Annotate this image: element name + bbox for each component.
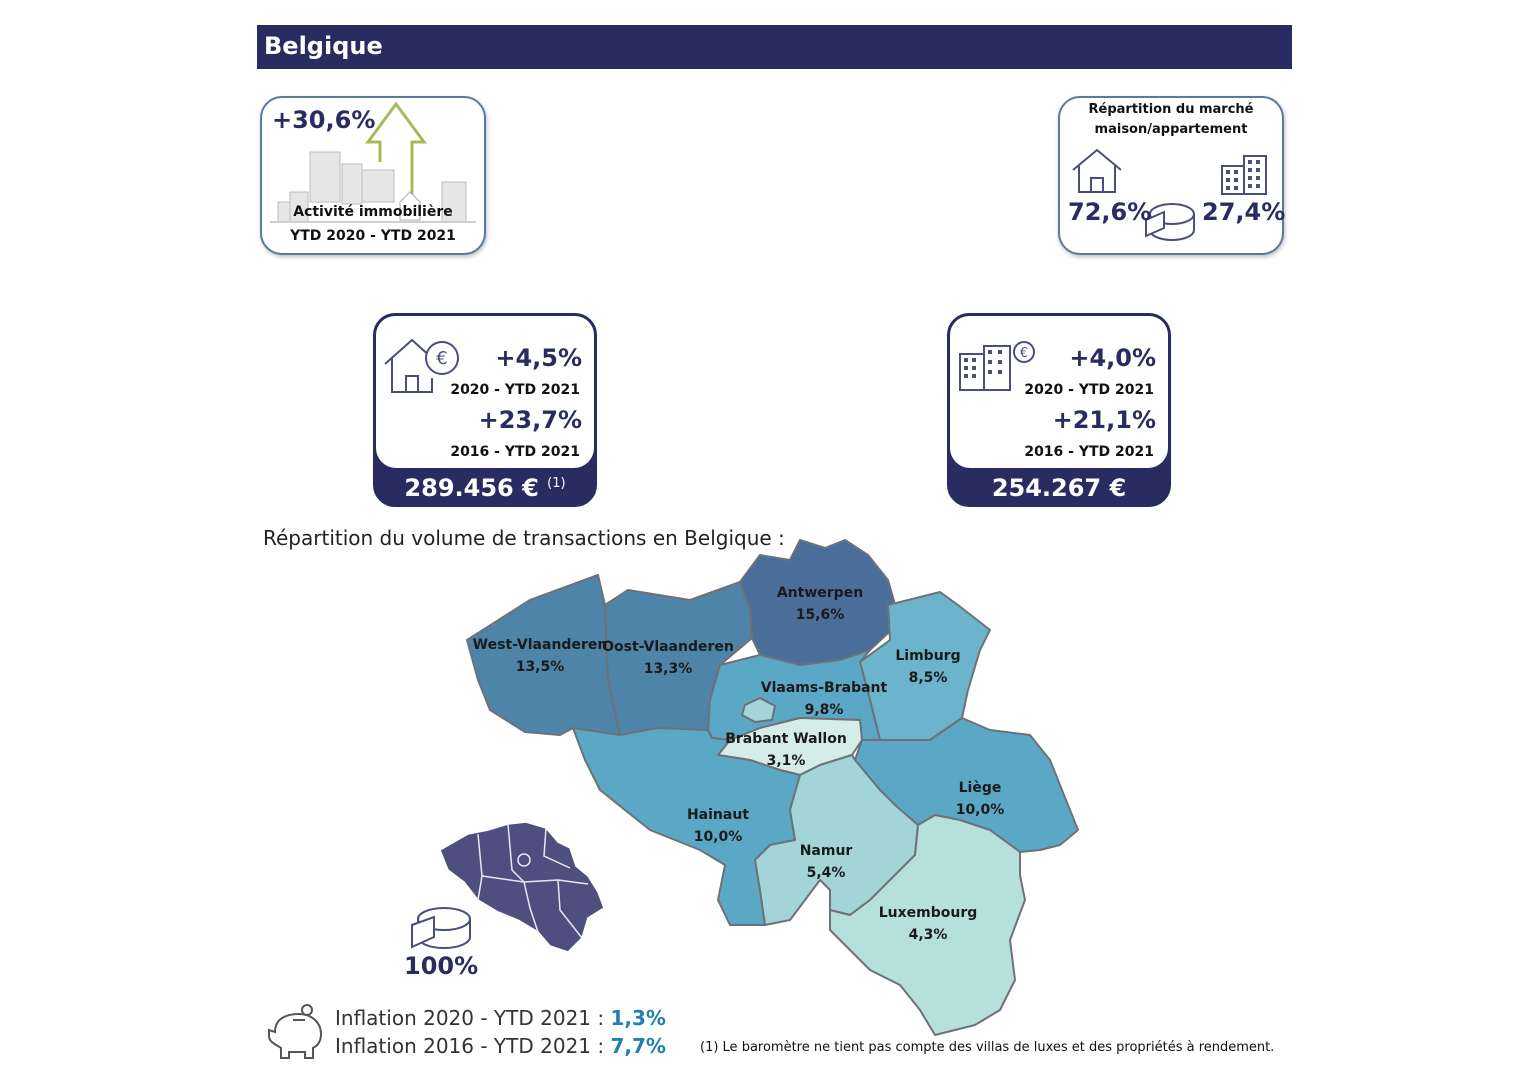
- inflation-line-2: [335, 1034, 666, 1058]
- house-price: [376, 474, 594, 502]
- activity-period: YTD 2020 - YTD 2021: [290, 228, 456, 244]
- activity-label: Activité immobilière: [293, 204, 453, 220]
- inflation-value-1: 1,3%: [610, 1006, 666, 1030]
- inflation-value-2: 7,7%: [610, 1034, 666, 1058]
- apartment-period-1: 2020 - YTD 2021: [1024, 382, 1154, 398]
- region-share: 3,1%: [766, 753, 806, 769]
- house-period-2: 2016 - YTD 2021: [450, 444, 580, 460]
- region-name: Limburg: [895, 648, 961, 664]
- inflation-label-1: Inflation 2020 - YTD 2021 :: [335, 1006, 605, 1030]
- inflation-line-1: [335, 1006, 666, 1030]
- label-west-vlaanderen: [470, 634, 610, 678]
- region-name: Oost-Vlaanderen: [602, 639, 734, 655]
- region-name: Antwerpen: [776, 585, 864, 601]
- label-vlaams-brabant: [755, 677, 893, 721]
- label-hainaut: [668, 804, 768, 848]
- inflation-label-2: Inflation 2016 - YTD 2021 :: [335, 1034, 605, 1058]
- house-price-body: [376, 316, 594, 468]
- apartment-change-2: +21,1%: [1052, 406, 1156, 434]
- label-limburg: [878, 645, 978, 689]
- footnote: (1) Le baromètre ne tient pas compte des villas de luxes et des propriétés à rendement.: [700, 1040, 1275, 1055]
- apartment-price: 254.267 €: [991, 474, 1127, 502]
- region-name: Vlaams-Brabant: [760, 680, 888, 696]
- market-split-title-2: maison/appartement: [1094, 122, 1248, 137]
- region-share: 4,3%: [908, 927, 948, 943]
- apartment-price-card: [947, 313, 1171, 507]
- map-title: Répartition du volume de transactions en Belgique :: [263, 526, 785, 550]
- region-name: Hainaut: [686, 807, 750, 823]
- region-share: 10,0%: [955, 802, 1005, 818]
- region-name: West-Vlaanderen: [472, 637, 608, 653]
- apartment-change-1: +4,0%: [1069, 344, 1156, 372]
- activity-change: +30,6%: [272, 106, 376, 134]
- house-icon: [1070, 148, 1124, 194]
- activity-card: [260, 96, 486, 255]
- region-name: Liège: [958, 780, 1002, 796]
- house-period-1: 2020 - YTD 2021: [450, 382, 580, 398]
- region-name: Brabant Wallon: [725, 731, 847, 747]
- region-share: 15,6%: [795, 607, 845, 623]
- apartment-price-body: [950, 316, 1168, 468]
- page-header: [257, 25, 1292, 69]
- label-luxembourg: [868, 902, 988, 946]
- label-antwerpen: [760, 582, 880, 626]
- total-share: 100%: [404, 952, 479, 980]
- svg-text:€: €: [436, 348, 448, 369]
- region-share: 5,4%: [806, 865, 846, 881]
- region-share: 8,5%: [908, 670, 948, 686]
- piggy-bank-icon: [265, 1004, 327, 1062]
- footnote-ref: (1): [547, 476, 566, 491]
- region-name: Luxembourg: [878, 905, 978, 921]
- region-share: 9,8%: [804, 702, 844, 718]
- house-price-value: 289.456 €: [404, 474, 539, 502]
- label-namur: [776, 840, 876, 884]
- apartment-building-icon: [1220, 154, 1270, 196]
- page-title: Belgique: [264, 32, 383, 60]
- region-share: 13,3%: [643, 661, 693, 677]
- house-share: 72,6%: [1068, 198, 1152, 226]
- label-oost-vlaanderen: [598, 636, 738, 680]
- house-price-card: [373, 313, 597, 507]
- house-change-1: +4,5%: [495, 344, 582, 372]
- pie-chart-icon: [408, 905, 474, 951]
- apartment-period-2: 2016 - YTD 2021: [1024, 444, 1154, 460]
- svg-text:€: €: [1019, 346, 1029, 361]
- market-split-card: [1058, 96, 1284, 255]
- region-name: Namur: [799, 843, 853, 859]
- region-share: 13,5%: [515, 659, 565, 675]
- label-liege: [930, 777, 1030, 821]
- apartment-share: 27,4%: [1202, 198, 1286, 226]
- region-share: 10,0%: [693, 829, 743, 845]
- market-split-title-1: Répartition du marché: [1088, 102, 1254, 117]
- house-change-2: +23,7%: [478, 406, 582, 434]
- label-brabant-wallon: [718, 728, 854, 772]
